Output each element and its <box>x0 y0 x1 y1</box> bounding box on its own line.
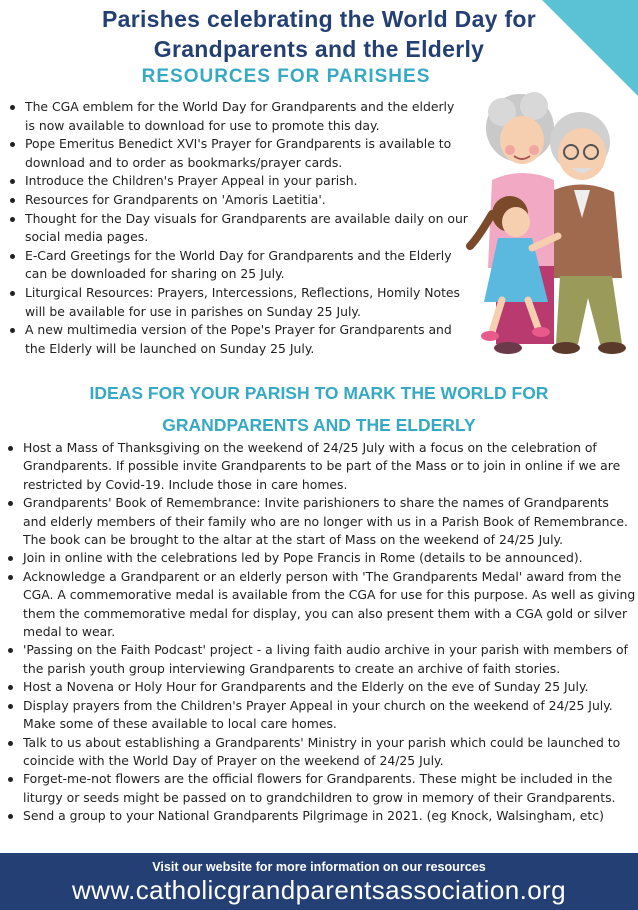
list-item: Display prayers from the Children's Prayer Appeal in your church on the weekend of 24/25 July. Make some of these available to local care homes. <box>4 697 636 734</box>
list-item: Thought for the Day visuals for Grandparents are available daily on our social media pages. <box>6 210 468 247</box>
page-title <box>0 4 638 64</box>
list-item: Talk to us about establishing a Grandparents' Ministry in your parish which could be launched to coincide with the World Day of Prayer on the weekend of 24/25 July. <box>4 734 636 771</box>
list-item: Liturgical Resources: Prayers, Intercessions, Reflections, Homily Notes will be available for use in parishes on Sunday 25 July. <box>6 284 468 321</box>
ideas-heading <box>0 377 638 441</box>
footer-banner <box>0 853 638 910</box>
list-item: Send a group to your National Grandparents Pilgrimage in 2021. (eg Knock, Walsingham, etc) <box>4 807 636 825</box>
list-item: Grandparents' Book of Remembrance: Invite parishioners to share the names of Grandparents and elderly members of their family who are no longer with us in a Parish Book of Remembrance. The book can be brought to the altar at the start of Mass on the weekend of 24/25 July. <box>4 494 636 549</box>
list-item: Forget-me-not flowers are the official flowers for Grandparents. These might be included in the liturgy or seeds might be passed on to grandchildren to grow in memory of their Grandparents. <box>4 770 636 807</box>
resources-list <box>6 98 468 358</box>
footer-tagline: Visit our website for more information on our resources <box>152 860 486 874</box>
list-item: Acknowledge a Grandparent or an elderly person with 'The Grandparents Medal' award from the CGA. A commemorative medal is available from the CGA for use for this purpose. As well as giving them the commemorative medal for display, you can also present them with a CGA gold or silver medal to wear. <box>4 568 636 642</box>
list-item: Host a Mass of Thanksgiving on the weekend of 24/25 July with a focus on the celebration of Grandparents. If possible invite Grandparents to be part of the Mass or to join in online if we are restricted by Covid-19. Include those in care homes. <box>4 439 636 494</box>
resources-heading: RESOURCES FOR PARISHES <box>141 66 431 87</box>
ideas-heading-line-1: IDEAS FOR YOUR PARISH TO MARK THE WORLD FOR <box>89 383 549 403</box>
list-item: Introduce the Children's Prayer Appeal in your parish. <box>6 172 468 191</box>
list-item: Join in online with the celebrations led by Pope Francis in Rome (details to be announced). <box>4 549 636 567</box>
title-line-1: Parishes celebrating the World Day for <box>101 6 537 32</box>
list-item: Resources for Grandparents on 'Amoris Laetitia'. <box>6 191 468 210</box>
list-item: 'Passing on the Faith Podcast' project - a living faith audio archive in your parish with members of the parish youth group interviewing Grandparents to create an archive of faith stories. <box>4 641 636 678</box>
website-link[interactable]: www.catholicgrandparentsassociation.org <box>72 875 566 905</box>
list-item: Pope Emeritus Benedict XVI's Prayer for Grandparents is available to download and to order as bookmarks/prayer cards. <box>6 135 468 172</box>
list-item: A new multimedia version of the Pope's Prayer for Grandparents and the Elderly will be launched on Sunday 25 July. <box>6 321 468 358</box>
ideas-list <box>4 439 636 826</box>
list-item: E-Card Greetings for the World Day for Grandparents and the Elderly can be downloaded for sharing on 25 July. <box>6 247 468 284</box>
ideas-heading-line-2: GRANDPARENTS AND THE ELDERLY <box>162 415 476 435</box>
title-line-2: Grandparents and the Elderly <box>153 36 485 62</box>
list-item: The CGA emblem for the World Day for Grandparents and the elderly is now available to download for use to promote this day. <box>6 98 468 135</box>
list-item: Host a Novena or Holy Hour for Grandparents and the Elderly on the eve of Sunday 25 July. <box>4 678 636 696</box>
grandparents-with-granddaughter-illustration <box>462 88 638 358</box>
